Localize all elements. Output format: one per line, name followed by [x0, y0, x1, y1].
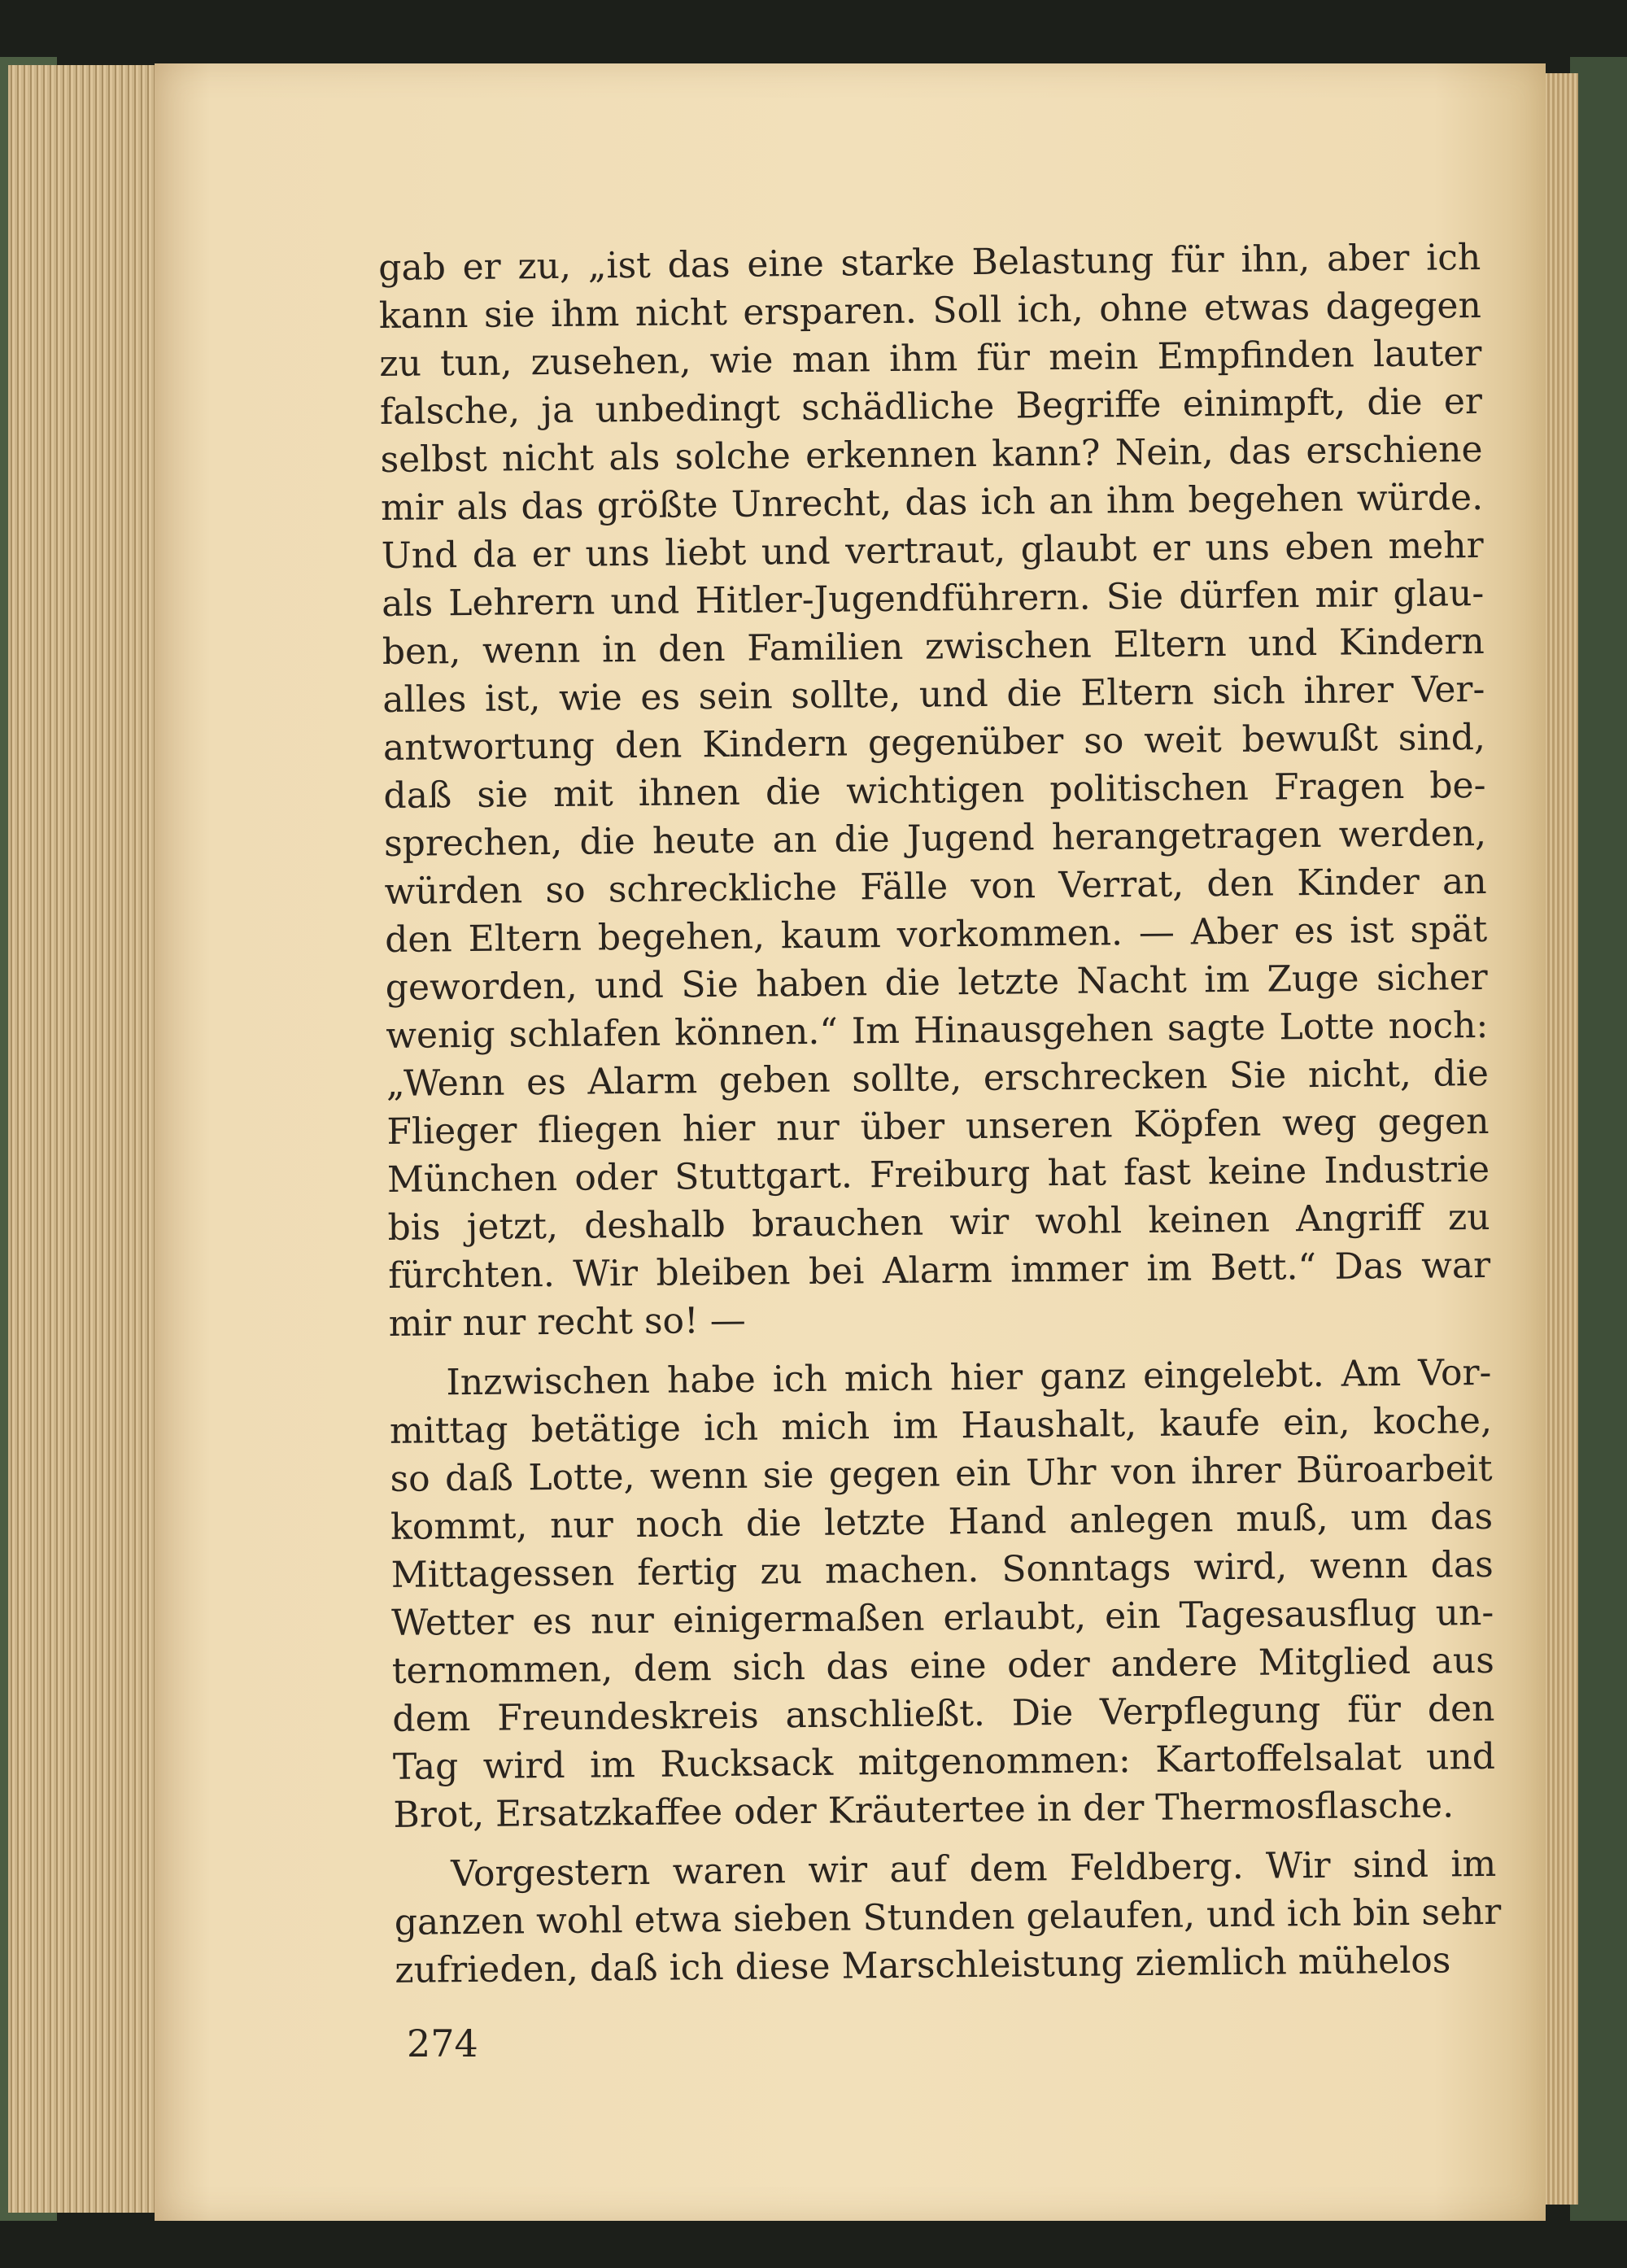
text-line: als Lehrern und Hitler-Jugendführern. Sie dürfen mir glau-	[382, 572, 1485, 625]
text-line: Und da er uns liebt und vertraut, glaubt er uns eben mehr	[381, 524, 1484, 577]
paragraph	[378, 233, 1491, 1348]
text-line: Vorgestern waren wir auf dem Feldberg. Wir sind im	[450, 1843, 1497, 1895]
text-line: zu tun, zusehen, wie man ihm für mein Empfinden lauter	[379, 332, 1482, 385]
text-line: kann sie ihm nicht ersparen. Soll ich, ohne etwas dagegen	[378, 284, 1482, 337]
text-line: Flieger fliegen hier nur über unseren Köpfen weg gegen	[386, 1100, 1490, 1153]
text-line: Inzwischen habe ich mich hier ganz eingelebt. Am Vor-	[446, 1351, 1492, 1404]
text-line: Mittagessen fertig zu machen. Sonntags wird, wenn das	[390, 1543, 1494, 1596]
text-line: zufrieden, daß ich diese Marschleistung ziemlich mühelos	[395, 1939, 1451, 1991]
text-line: dem Freundeskreis anschließt. Die Verpflegung für den	[392, 1687, 1495, 1740]
text-line: antwortung den Kindern gegenüber so weit bewußt sind,	[382, 716, 1486, 769]
book-cover-right	[1570, 57, 1627, 2221]
text-line: alles ist, wie es sein sollte, und die Eltern sich ihrer Ver-	[382, 668, 1485, 721]
page-text	[378, 233, 1502, 1995]
text-line: geworden, und Sie haben die letzte Nacht im Zuge sicher	[385, 956, 1488, 1009]
text-line: Tag wird im Rucksack mitgenommen: Kartoffelsalat und	[392, 1735, 1496, 1788]
text-line: „Wenn es Alarm geben sollte, erschrecken Sie nicht, die	[386, 1052, 1490, 1105]
text-line: München oder Stuttgart. Freiburg hat fast keine Industrie	[386, 1148, 1490, 1201]
text-line: ben, wenn in den Familien zwischen Eltern und Kindern	[382, 620, 1485, 673]
text-line: Brot, Ersatzkaffee oder Kräutertee in der Thermosflasche.	[393, 1784, 1455, 1836]
text-line: Wetter es nur einigermaßen erlaubt, ein Tagesausflug un-	[391, 1591, 1494, 1644]
text-line: würden so schreckliche Fälle von Verrat, den Kinder an	[384, 860, 1487, 913]
text-line: wenig schlafen können.“ Im Hinausgehen sagte Lotte noch:	[386, 1004, 1489, 1057]
text-line: so daß Lotte, wenn sie gegen ein Uhr von ihrer Büroarbeit	[390, 1447, 1493, 1500]
text-line: sprechen, die heute an die Jugend herangetragen werden,	[383, 812, 1487, 865]
text-line: selbst nicht als solche erkennen kann? Nein, das erschiene	[380, 428, 1483, 481]
page-number: 274	[407, 2022, 478, 2065]
text-line: kommt, nur noch die letzte Hand anlegen muß, um das	[390, 1495, 1494, 1548]
text-line: gab er zu, „ist das eine starke Belastung für ihn, aber ich	[378, 236, 1481, 289]
paragraph	[389, 1349, 1496, 1839]
text-line: fürchten. Wir bleiben bei Alarm immer im Bett.“ Das war	[387, 1244, 1491, 1297]
text-line: mir als das größte Unrecht, das ich an ihm begehen würde.	[380, 476, 1484, 529]
text-line: bis jetzt, deshalb brauchen wir wohl keinen Angriff zu	[387, 1196, 1490, 1249]
text-line: den Eltern begehen, kaum vorkommen. — Aber es ist spät	[384, 908, 1488, 961]
paragraph	[394, 1840, 1502, 1995]
text-line: mir nur recht so! —	[388, 1299, 746, 1345]
text-line: falsche, ja unbedingt schädliche Begriffe einimpft, die er	[379, 380, 1483, 433]
text-line: mittag betätige ich mich im Haushalt, kaufe ein, koche,	[389, 1399, 1493, 1452]
text-line: ternommen, dem sich das eine oder andere Mitglied aus	[391, 1639, 1495, 1692]
text-line: daß sie mit ihnen die wichtigen politischen Fragen be-	[383, 764, 1486, 817]
text-line: ganzen wohl etwa sieben Stunden gelaufen, und ich bin sehr	[394, 1891, 1502, 1943]
